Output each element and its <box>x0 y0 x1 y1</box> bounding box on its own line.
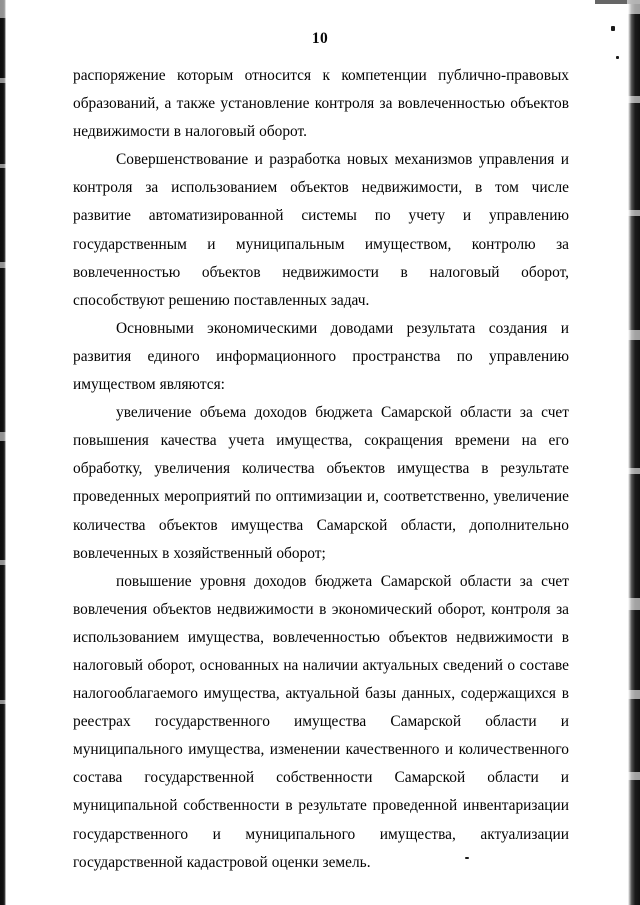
scan-edge-right-nick <box>627 772 640 780</box>
scan-edge-right <box>628 0 640 905</box>
scan-edge-left-nick <box>0 78 7 83</box>
scan-edge-left-nick <box>0 700 7 704</box>
scan-edge-left-nick <box>0 164 7 168</box>
scan-edge-right-nick <box>627 210 640 216</box>
scan-edge-left-nick <box>0 0 7 18</box>
scan-edge-right-nick <box>627 96 640 103</box>
scan-speck <box>616 56 619 59</box>
scan-edge-right-nick <box>627 0 640 14</box>
paragraph: распоряжение которым относится к компетенции публично-правовых образований, а также установление контроля за вовлеченностью объектов недвижимости в налоговый оборот. <box>73 67 569 141</box>
scan-edge-right-nick <box>627 690 640 699</box>
paragraph: Совершенствование и разработка новых механизмов управления и контроля за использованием объектов недвижимости, в том числе развитие автоматизированной системы по учету и управлению государственным и муниципальным имуществом, контролю за вовлеченностью объектов недвижимости в налоговый оборот, способствуют решению поставленных задач. <box>73 151 569 309</box>
scan-edge-left-nick <box>0 560 7 565</box>
scan-edge-right-nick <box>627 598 640 610</box>
document-body <box>73 62 569 877</box>
scan-edge-left-nick <box>0 432 7 441</box>
paragraph: увеличение объема доходов бюджета Самарской области за счет повышения качества учета имущества, сокращения времени на его обработку, увеличения количества объектов имущества в результате проведенных мероприятий по оптимизации и, соответственно, увеличение количества объектов имущества Самарской области, дополнительно вовлеченных в хозяйственный оборот; <box>73 404 569 562</box>
scan-edge-right-nick <box>627 468 640 474</box>
scan-edge-left <box>0 0 6 905</box>
paragraph: Основными экономическими доводами результата создания и развития единого информационного пространства по управлению имуществом являются: <box>73 319 569 394</box>
paragraph: повышение уровня доходов бюджета Самарской области за счет вовлечения объектов недвижимости в экономический оборот, контроля за использованием имущества, вовлеченностью объектов недвижимости в налоговый оборот, основанных на наличии актуальных сведений о составе налогооблагаемого имущества, актуальной базы данных, содержащихся в реестрах государственного имущества Самарской области и муниципального имущества, изменении качественного и количественного состава государственной собственности Самарской области и муниципальной собственности в результате проведенной инвентаризации государственного и муниципального имущества, актуализации государственной кадастровой оценки земель. <box>73 572 569 871</box>
scan-edge-right-nick <box>627 330 640 340</box>
scan-edge-left-nick <box>0 262 7 268</box>
page-number: 10 <box>311 30 329 47</box>
